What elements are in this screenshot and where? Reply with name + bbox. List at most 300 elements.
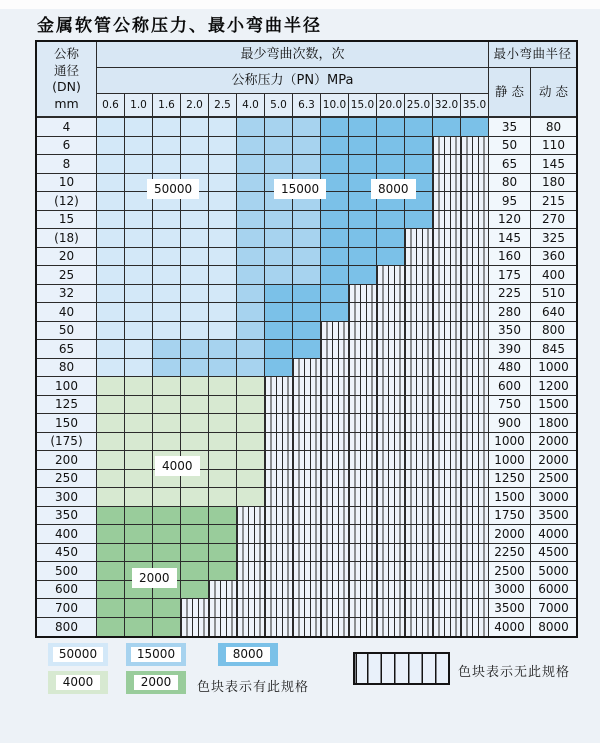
cycle-cell	[321, 581, 349, 600]
cycle-cell	[125, 618, 153, 637]
cycle-cell	[181, 488, 209, 507]
cycle-cell	[265, 599, 293, 618]
cycle-cell	[125, 303, 153, 322]
cycle-cell	[293, 470, 321, 489]
dynamic-radius-cell: 2500	[531, 470, 576, 489]
dn-cell: 6	[37, 137, 97, 156]
legend-no-spec-text: 色块表示无此规格	[458, 665, 571, 680]
cycle-cell	[433, 414, 461, 433]
zone-cycles-label: 50000	[147, 179, 199, 199]
cycle-cell	[97, 285, 125, 304]
cycle-cell	[321, 396, 349, 415]
static-column-header: 静 态	[489, 68, 531, 118]
cycle-cell	[97, 599, 125, 618]
cycle-cell	[181, 118, 209, 137]
cycle-cell	[97, 340, 125, 359]
cycle-cell	[265, 581, 293, 600]
cycle-cell	[181, 229, 209, 248]
cycle-cell	[125, 359, 153, 378]
cycle-cell	[153, 396, 181, 415]
cycle-cell	[349, 137, 377, 156]
cycle-cell	[153, 303, 181, 322]
dynamic-radius-cell: 215	[531, 192, 576, 211]
cycle-cell	[293, 451, 321, 470]
cycle-cell	[153, 155, 181, 174]
cycle-cell	[349, 507, 377, 526]
cycle-cell	[153, 618, 181, 637]
cycle-cell	[293, 544, 321, 563]
legend-has-spec-text: 色块表示有此规格	[197, 680, 310, 695]
cycle-cell	[265, 488, 293, 507]
cycle-cell	[265, 377, 293, 396]
static-radius-cell: 4000	[489, 618, 531, 637]
cycle-cell	[209, 377, 237, 396]
cycle-cell	[237, 248, 265, 267]
static-radius-cell: 65	[489, 155, 531, 174]
pressure-column-header: 4.0	[237, 94, 265, 118]
cycle-cell	[97, 414, 125, 433]
cycle-cell	[405, 451, 433, 470]
cycle-cell	[405, 433, 433, 452]
cycle-cell	[377, 340, 405, 359]
legend-swatch-50000-label: 50000	[53, 647, 103, 662]
cycle-cell	[97, 525, 125, 544]
cycle-cell	[433, 340, 461, 359]
cycle-cell	[265, 266, 293, 285]
cycle-cell	[97, 229, 125, 248]
cycle-cell	[461, 359, 489, 378]
cycle-cell	[209, 118, 237, 137]
pressure-column-header: 2.0	[181, 94, 209, 118]
cycle-cell	[321, 248, 349, 267]
cycle-cell	[433, 488, 461, 507]
cycle-cell	[349, 322, 377, 341]
static-radius-cell: 2250	[489, 544, 531, 563]
cycle-cell	[405, 396, 433, 415]
static-radius-cell: 35	[489, 118, 531, 137]
cycle-cell	[321, 359, 349, 378]
cycle-cell	[125, 414, 153, 433]
cycle-cell	[209, 229, 237, 248]
cycle-cell	[181, 599, 209, 618]
cycle-cell	[181, 544, 209, 563]
cycle-cell	[125, 507, 153, 526]
cycle-cell	[153, 507, 181, 526]
cycle-cell	[125, 322, 153, 341]
cycle-cell	[405, 377, 433, 396]
cycle-cell	[97, 396, 125, 415]
static-radius-cell: 390	[489, 340, 531, 359]
cycle-cell	[377, 433, 405, 452]
cycle-cell	[461, 544, 489, 563]
static-radius-cell: 350	[489, 322, 531, 341]
cycle-cell	[125, 525, 153, 544]
cycle-cell	[405, 340, 433, 359]
cycle-cell	[405, 581, 433, 600]
cycle-cell	[181, 266, 209, 285]
cycle-cell	[405, 266, 433, 285]
cycle-cell	[461, 396, 489, 415]
cycle-cell	[433, 266, 461, 285]
cycle-cell	[293, 433, 321, 452]
cycle-cell	[349, 470, 377, 489]
cycle-cell	[153, 229, 181, 248]
cycle-cell	[153, 433, 181, 452]
cycle-cell	[377, 359, 405, 378]
cycle-cell	[461, 470, 489, 489]
cycle-cell	[377, 137, 405, 156]
pressure-column-header: 32.0	[433, 94, 461, 118]
pressure-column-header: 5.0	[265, 94, 293, 118]
cycle-cell	[97, 322, 125, 341]
cycle-cell	[321, 451, 349, 470]
zone-cycles-label: 2000	[132, 568, 177, 588]
static-radius-cell: 2500	[489, 562, 531, 581]
cycle-cell	[321, 340, 349, 359]
cycle-cell	[377, 562, 405, 581]
cycle-cell	[153, 599, 181, 618]
cycle-cell	[321, 229, 349, 248]
cycle-cell	[293, 303, 321, 322]
dn-cell: 100	[37, 377, 97, 396]
cycle-cell	[209, 303, 237, 322]
cycle-cell	[265, 248, 293, 267]
cycle-cell	[405, 414, 433, 433]
cycle-cell	[181, 248, 209, 267]
cycle-cell	[321, 562, 349, 581]
cycle-cell	[125, 118, 153, 137]
cycle-cell	[433, 303, 461, 322]
cycle-cell	[433, 451, 461, 470]
cycle-cell	[349, 118, 377, 137]
cycle-cell	[265, 618, 293, 637]
cycle-cell	[209, 414, 237, 433]
cycle-cell	[293, 618, 321, 637]
corner-line-1: 公称	[53, 46, 79, 61]
legend-swatch-4000-label: 4000	[56, 675, 100, 690]
dn-cell: (18)	[37, 229, 97, 248]
dynamic-radius-cell: 6000	[531, 581, 576, 600]
dynamic-radius-cell: 3000	[531, 488, 576, 507]
cycle-cell	[97, 433, 125, 452]
cycle-cell	[349, 599, 377, 618]
cycle-cell	[377, 618, 405, 637]
pressure-column-header: 0.6	[97, 94, 125, 118]
dynamic-radius-cell: 180	[531, 174, 576, 193]
cycle-cell	[237, 211, 265, 230]
cycle-cell	[153, 248, 181, 267]
cycle-cell	[405, 562, 433, 581]
cycle-cell	[153, 414, 181, 433]
cycle-cell	[461, 285, 489, 304]
cycle-cell	[209, 396, 237, 415]
cycle-cell	[265, 340, 293, 359]
cycle-cell	[461, 433, 489, 452]
dn-cell: 350	[37, 507, 97, 526]
cycle-cell	[97, 544, 125, 563]
cycle-cell	[433, 137, 461, 156]
dn-cell: 600	[37, 581, 97, 600]
legend-swatch-50000	[48, 643, 108, 666]
cycle-cell	[405, 322, 433, 341]
dn-cell: 32	[37, 285, 97, 304]
cycle-cell	[209, 451, 237, 470]
cycle-cell	[265, 359, 293, 378]
cycle-cell	[377, 229, 405, 248]
static-radius-cell: 1000	[489, 451, 531, 470]
cycle-cell	[265, 137, 293, 156]
cycle-cell	[265, 155, 293, 174]
pressure-column-header: 6.3	[293, 94, 321, 118]
static-radius-cell: 80	[489, 174, 531, 193]
cycle-cell	[125, 266, 153, 285]
cycle-cell	[209, 433, 237, 452]
corner-line-2: 通径	[53, 62, 79, 78]
cycle-cell	[293, 137, 321, 156]
cycle-cell	[209, 581, 237, 600]
cycle-cell	[125, 248, 153, 267]
cycle-cell	[377, 322, 405, 341]
cycle-cell	[125, 137, 153, 156]
cycle-cell	[237, 507, 265, 526]
cycle-cell	[461, 507, 489, 526]
cycle-cell	[433, 525, 461, 544]
cycle-cell	[293, 525, 321, 544]
cycle-cell	[405, 359, 433, 378]
cycle-cell	[405, 303, 433, 322]
static-radius-cell: 145	[489, 229, 531, 248]
cycle-cell	[377, 488, 405, 507]
dn-cell: 40	[37, 303, 97, 322]
cycle-cell	[97, 174, 125, 193]
dynamic-radius-cell: 1000	[531, 359, 576, 378]
pressure-column-header: 35.0	[461, 94, 489, 118]
cycle-cell	[321, 377, 349, 396]
dn-cell: 800	[37, 618, 97, 637]
cycle-cell	[125, 229, 153, 248]
cycle-cell	[293, 488, 321, 507]
cycle-cell	[377, 377, 405, 396]
cycle-cell	[433, 470, 461, 489]
cycle-cell	[181, 285, 209, 304]
static-radius-cell: 1750	[489, 507, 531, 526]
pressure-column-header: 10.0	[321, 94, 349, 118]
cycle-cell	[461, 118, 489, 137]
cycle-cell	[377, 266, 405, 285]
cycle-cell	[349, 488, 377, 507]
cycle-cell	[293, 581, 321, 600]
cycle-cell	[153, 377, 181, 396]
corner-line-4: mm	[54, 95, 79, 111]
bend-cycles-header: 最少弯曲次数，次	[97, 42, 489, 68]
cycle-cell	[209, 562, 237, 581]
cycle-cell	[97, 377, 125, 396]
cycle-cell	[181, 562, 209, 581]
cycle-cell	[377, 507, 405, 526]
dn-cell: 450	[37, 544, 97, 563]
cycle-cell	[125, 285, 153, 304]
static-radius-cell: 2000	[489, 525, 531, 544]
dynamic-column-header: 动 态	[531, 68, 576, 118]
cycle-cell	[237, 285, 265, 304]
cycle-cell	[181, 433, 209, 452]
dn-cell: 50	[37, 322, 97, 341]
cycle-cell	[433, 211, 461, 230]
cycle-cell	[209, 248, 237, 267]
static-radius-cell: 3500	[489, 599, 531, 618]
cycle-cell	[153, 544, 181, 563]
cycle-cell	[433, 507, 461, 526]
cycle-cell	[293, 396, 321, 415]
cycle-cell	[125, 211, 153, 230]
dynamic-radius-cell: 1500	[531, 396, 576, 415]
cycle-cell	[349, 340, 377, 359]
dynamic-radius-cell: 2000	[531, 451, 576, 470]
cycle-cell	[237, 470, 265, 489]
cycle-cell	[349, 266, 377, 285]
cycle-cell	[209, 525, 237, 544]
cycle-cell	[265, 414, 293, 433]
cycle-cell	[293, 377, 321, 396]
pressure-column-header: 2.5	[209, 94, 237, 118]
cycle-cell	[461, 155, 489, 174]
cycle-cell	[97, 155, 125, 174]
cycle-cell	[265, 544, 293, 563]
cycle-cell	[433, 359, 461, 378]
dn-cell: 125	[37, 396, 97, 415]
cycle-cell	[181, 525, 209, 544]
cycle-cell	[125, 433, 153, 452]
cycle-cell	[349, 414, 377, 433]
cycle-cell	[377, 155, 405, 174]
cycle-cell	[125, 340, 153, 359]
dynamic-radius-cell: 5000	[531, 562, 576, 581]
cycle-cell	[461, 266, 489, 285]
cycle-cell	[209, 618, 237, 637]
cycle-cell	[293, 118, 321, 137]
static-radius-cell: 1500	[489, 488, 531, 507]
corner-line-3: (DN)	[52, 79, 81, 94]
cycle-cell	[321, 488, 349, 507]
cycle-cell	[97, 211, 125, 230]
cycle-cell	[433, 229, 461, 248]
cycle-cell	[433, 544, 461, 563]
cycle-cell	[405, 488, 433, 507]
cycle-cell	[237, 562, 265, 581]
cycle-cell	[321, 155, 349, 174]
cycle-cell	[405, 211, 433, 230]
static-radius-cell: 900	[489, 414, 531, 433]
cycle-cell	[97, 192, 125, 211]
cycle-cell	[349, 303, 377, 322]
static-radius-cell: 1250	[489, 470, 531, 489]
cycle-cell	[405, 525, 433, 544]
cycle-cell	[237, 581, 265, 600]
cycle-cell	[125, 544, 153, 563]
dn-cell: (175)	[37, 433, 97, 452]
dynamic-radius-cell: 7000	[531, 599, 576, 618]
cycle-cell	[209, 322, 237, 341]
cycle-cell	[125, 488, 153, 507]
cycle-cell	[293, 248, 321, 267]
cycle-cell	[97, 507, 125, 526]
cycle-cell	[237, 525, 265, 544]
zone-cycles-label: 4000	[155, 456, 200, 476]
cycle-cell	[433, 248, 461, 267]
cycle-cell	[321, 303, 349, 322]
cycle-cell	[265, 562, 293, 581]
cycle-cell	[433, 174, 461, 193]
cycle-cell	[405, 470, 433, 489]
cycle-cell	[237, 266, 265, 285]
cycle-cell	[237, 599, 265, 618]
static-radius-cell: 1000	[489, 433, 531, 452]
cycle-cell	[461, 525, 489, 544]
cycle-cell	[321, 599, 349, 618]
pressure-column-header: 20.0	[377, 94, 405, 118]
cycle-cell	[433, 192, 461, 211]
cycle-cell	[321, 285, 349, 304]
cycle-cell	[153, 525, 181, 544]
cycle-cell	[265, 470, 293, 489]
cycle-cell	[461, 599, 489, 618]
cycle-cell	[265, 507, 293, 526]
cycle-cell	[125, 155, 153, 174]
cycle-cell	[405, 507, 433, 526]
cycle-cell	[405, 118, 433, 137]
cycle-cell	[265, 433, 293, 452]
cycle-cell	[97, 248, 125, 267]
cycle-cell	[181, 377, 209, 396]
cycle-cell	[433, 599, 461, 618]
cycle-cell	[293, 414, 321, 433]
cycle-cell	[209, 340, 237, 359]
nominal-pressure-header: 公称压力（PN）MPa	[97, 68, 489, 94]
dynamic-radius-cell: 325	[531, 229, 576, 248]
cycle-cell	[321, 414, 349, 433]
cycle-cell	[97, 562, 125, 581]
cycle-cell	[349, 451, 377, 470]
cycle-cell	[377, 396, 405, 415]
legend-no-spec-hatch-box	[353, 652, 450, 685]
static-radius-cell: 95	[489, 192, 531, 211]
cycle-cell	[461, 377, 489, 396]
cycle-cell	[265, 211, 293, 230]
cycle-cell	[377, 599, 405, 618]
cycle-cell	[349, 544, 377, 563]
cycle-cell	[209, 359, 237, 378]
cycle-cell	[209, 544, 237, 563]
cycle-cell	[181, 359, 209, 378]
cycle-cell	[405, 229, 433, 248]
cycle-cell	[209, 599, 237, 618]
dynamic-radius-cell: 360	[531, 248, 576, 267]
cycle-cell	[265, 303, 293, 322]
cycle-cell	[349, 359, 377, 378]
static-radius-cell: 175	[489, 266, 531, 285]
cycle-cell	[405, 137, 433, 156]
cycle-cell	[209, 137, 237, 156]
static-radius-cell: 50	[489, 137, 531, 156]
cycle-cell	[433, 433, 461, 452]
cycle-cell	[321, 137, 349, 156]
cycle-cell	[321, 266, 349, 285]
cycle-cell	[461, 303, 489, 322]
dynamic-radius-cell: 800	[531, 322, 576, 341]
cycle-cell	[237, 192, 265, 211]
cycle-cell	[237, 544, 265, 563]
cycle-cell	[377, 248, 405, 267]
